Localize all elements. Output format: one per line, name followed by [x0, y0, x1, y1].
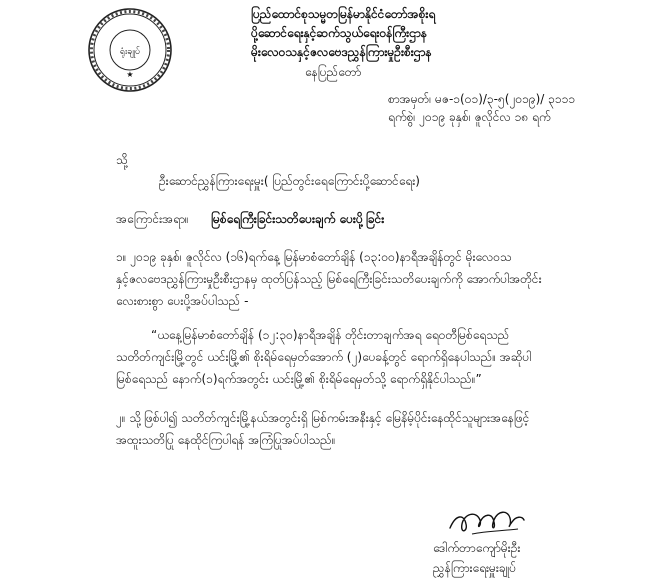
quote-line-2: သတိတ်ကျင်းမြို့တွင် ယင်းမြို့၏ စိုးရိမ်ရေမှတ်အောက် (၂)ပေခန့်တွင် ရောက်ရှိနေပါသည်။ အဆိုပါ — [116, 350, 532, 364]
header-line-government: ပြည်ထောင်စုသမ္မတမြန်မာနိုင်ငံတော်အစိုးရ — [251, 7, 436, 21]
paragraph-1-line-3: လေးစားစွာ ပေးပို့အပ်ပါသည် - — [116, 294, 249, 308]
to-label: သို့ — [116, 153, 128, 167]
reference-number: စာအမှတ်၊ မဇ-၁(၀၁)/၃-၅(၂၀၁၉)/ ၃၁၁၁ — [388, 92, 576, 106]
header-line-city: နေပြည်တော် — [305, 65, 362, 79]
paragraph-2-line-2: အထူးသတိပြု နေထိုင်ကြပါရန် အကြံပြုအပ်ပါသည်။ — [116, 433, 336, 447]
paragraph-2-line-1: ၂။ သို့ဖြစ်ပါ၍ သတိတ်ကျင်းမြို့နယ်အတွင်းရှိ မြစ်ကမ်းအနီးနှင့် မြေနိမ့်ပိုင်းနေထိုင်သူများအနေဖြင့် — [116, 411, 530, 425]
header-line-department: မိုးလေဝသနှင့်ဇလဗေဒညွှန်ကြားမှုဦးစီးဌာန — [251, 45, 432, 59]
recipient: ဦးဆောင်ညွှန်ကြားရေးမှူး( ပြည်တွင်းရေကြောင်းပို့ဆောင်ရေး) — [159, 174, 420, 188]
signatory-title: ညွှန်ကြားရေးမှူးချုပ် — [433, 561, 517, 575]
quote-line-3: မြစ်ရေသည် နောက်(၁)ရက်အတွင်း ယင်းမြို့၏ စိုးရိမ်ရေမှတ်သို့ ရောက်ရှိနိုင်ပါသည်။” — [116, 372, 482, 386]
signature-icon — [446, 504, 526, 538]
seal-center-text: ရုံးချုပ် — [119, 47, 141, 57]
quote-line-1: “ယနေ့မြန်မာစံတော်ချိန် (၁၂:၃၀)နာရီအချိန် တိုင်းတာချက်အရ ရေဝတီမြစ်ရေသည် — [151, 328, 510, 342]
paragraph-1-line-1: ၁။ ၂၀၁၉ ခုနှစ်၊ ဇူလိုင်လ (၁၆)ရက်နေ့ မြန်မာစံတော်ချိန် (၁၃:၀၀)နာရီအချိန်တွင် မိုးလေဝသ — [116, 250, 512, 264]
reference-date: ရက်စွဲ၊ ၂၀၁၉ ခုနှစ်၊ ဇူလိုင်လ ၁၈ ရက် — [388, 110, 551, 124]
svg-text:★: ★ — [126, 70, 134, 79]
subject-text: မြစ်ရေကြီးခြင်းသတိပေးချက် ပေးပို့ခြင်း — [211, 212, 385, 226]
signatory-name: ဒေါက်တာကျော်မိုးဦး — [433, 541, 521, 555]
paragraph-1-line-2: နှင့်ဇလဗေဒညွှန်ကြားမှုဦးစီးဌာနမှ ထုတ်ပြန်သည့် မြစ်ရေကြီးခြင်းသတိပေးချက်ကို အောက်ပါအတိုင်း — [116, 272, 542, 286]
subject-label: အကြောင်းအရာ။ — [116, 212, 189, 226]
seal-stamp-icon — [86, 6, 174, 94]
header-line-ministry: ပို့ဆောင်ရေးနှင့်ဆက်သွယ်ရေးဝန်ကြီးဌာန — [251, 26, 427, 40]
